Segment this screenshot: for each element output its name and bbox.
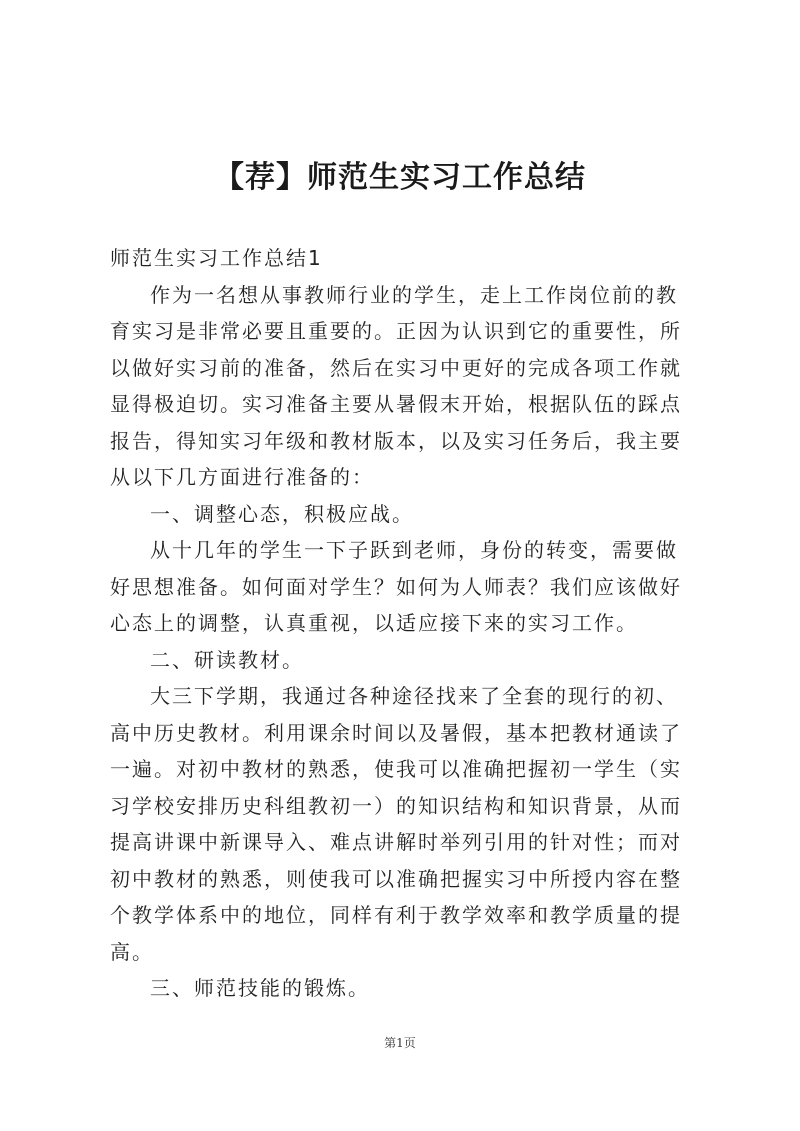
paragraph-heading-1: 一、调整心态，积极应战。: [150, 501, 414, 526]
paragraph-mindset: 从十几年的学生一下子跃到老师，身份的转变，需要做好思想准备。如何面对学生？如何为人师表？我们应该做好心态上的调整，认真重视，以适应接下来的实习工作。: [110, 538, 682, 635]
section-heading: 师范生实习工作总结1: [110, 246, 323, 270]
page-number: 第1页: [384, 1036, 416, 1050]
paragraph-heading-3: 三、师范技能的锻炼。: [150, 976, 370, 1000]
paragraph-textbooks: 大三下学期，我通过各种途径找来了全套的现行的初、高中历史教材。利用课余时间以及暑假，基本把教材通读了一遍。对初中教材的熟悉，使我可以准确把握初一学生（实习学校安排历史科组教初一）的知识结构和知识背景，从而提高讲课中新课导入、难点讲解时举列引用的针对性；而对初中教材的熟悉，则使我可以准确把握实习中所授内容在整个教学体系中的地位，同样有利于教学效率和教学质量的提高。: [110, 684, 682, 964]
document-title: 【荐】师范生实习工作总结: [214, 160, 586, 195]
document-body: [110, 240, 692, 1007]
paragraph-intro: 作为一名想从事教师行业的学生，走上工作岗位前的教育实习是非常必要且重要的。正因为认识到它的重要性，所以做好实习前的准备，然后在实习中更好的完成各项工作就显得极迫切。实习准备主要从暑假末开始，根据队伍的踩点报告，得知实习年级和教材版本，以及实习任务后，我主要从以下几方面进行准备的：: [110, 282, 682, 489]
paragraph-heading-2: 二、研读教材。: [150, 647, 304, 672]
